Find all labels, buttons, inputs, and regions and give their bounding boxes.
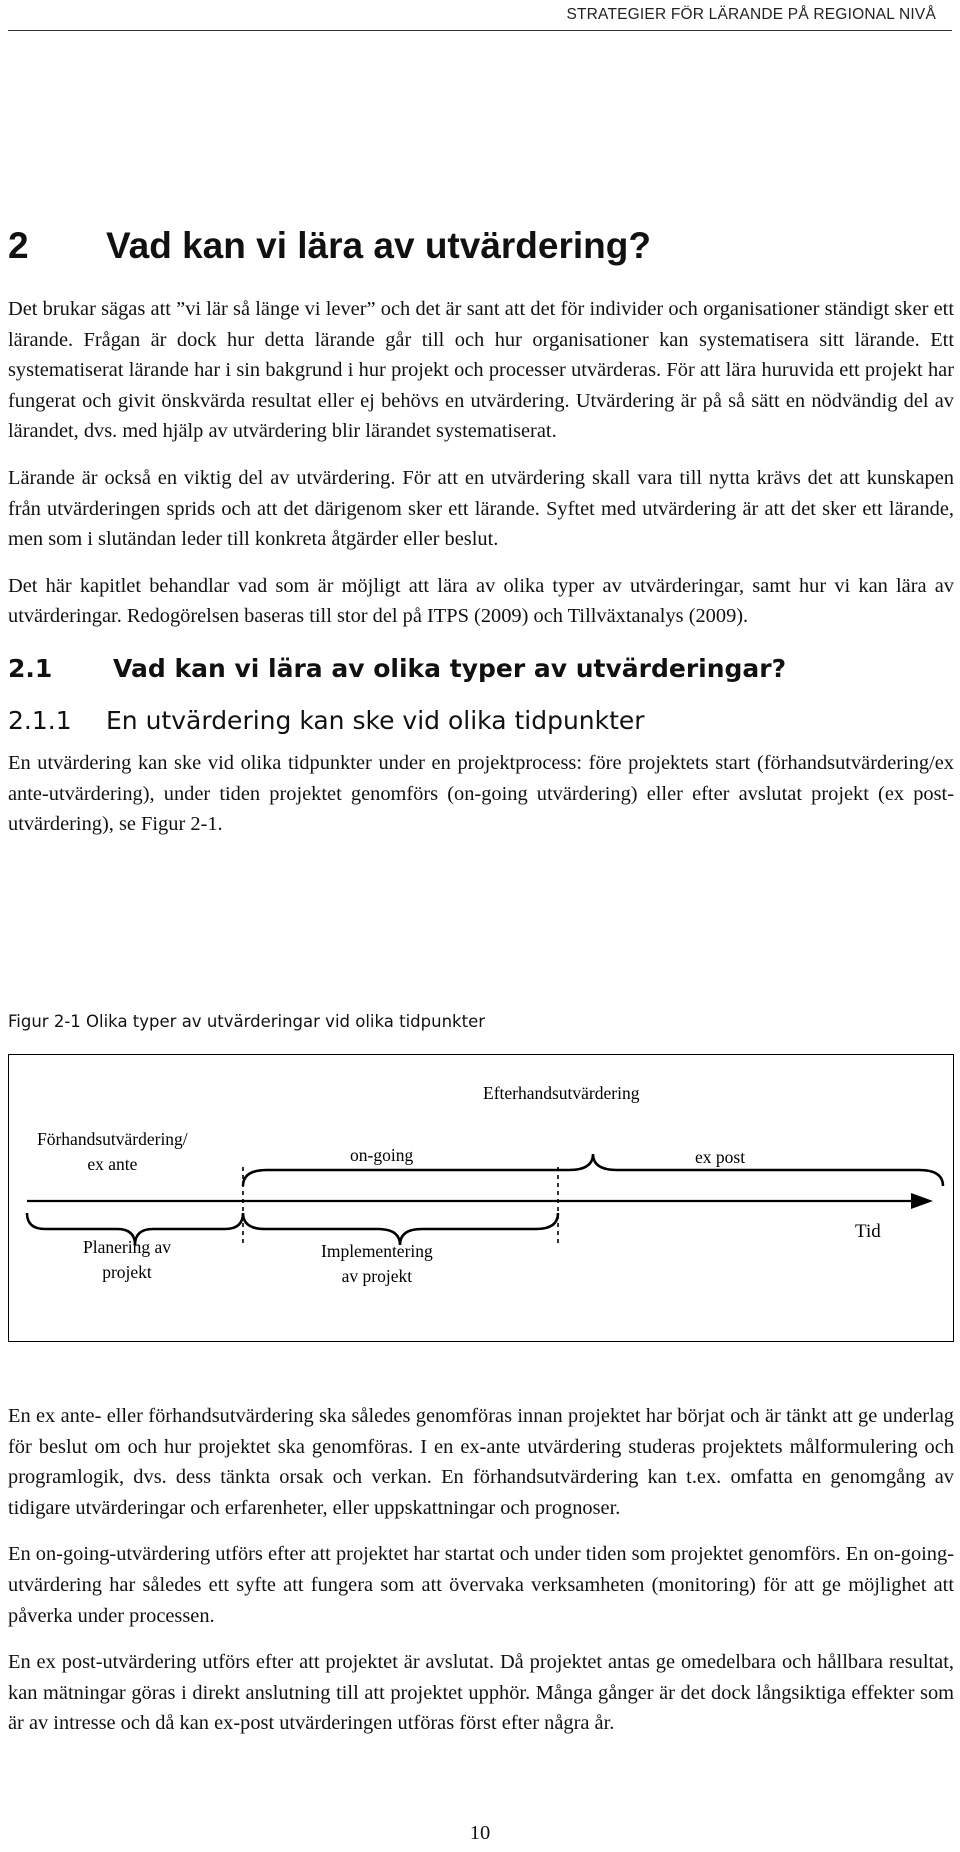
chapter-heading — [8, 224, 954, 268]
subsection-number: 2.1.1 — [8, 705, 72, 735]
timeline-figure — [8, 1054, 954, 1342]
label-implementering-line-1: Implementering — [321, 1241, 433, 1261]
time-axis-arrowhead — [911, 1193, 933, 1209]
section-number: 2.1 — [8, 653, 53, 683]
label-ex-post: ex post — [695, 1147, 746, 1167]
chapter-title: Vad kan vi lära av utvärdering? — [106, 225, 651, 266]
body-text — [8, 1401, 954, 1755]
label-planering-line-2: projekt — [102, 1262, 152, 1282]
label-forhand-line-1: Förhandsutvärdering/ — [37, 1129, 188, 1149]
label-planering-line-1: Planering av — [83, 1237, 171, 1257]
label-tid: Tid — [855, 1221, 881, 1242]
body-paragraph-ex-post: En ex post-utvärdering utförs efter att projektet är avslutat. Då projektet antas ge omedelbara och hållbara resultat, kan mätningar göras i direkt anslutning till att projektet upphör. Många gånger är det dock långsiktiga effekter som är av intresse och då kan ex-post utvärderingen utföras först efter några år. — [8, 1651, 954, 1735]
header-rule — [8, 30, 952, 31]
label-forhandsutvardering — [37, 1127, 188, 1177]
label-on-going: on-going — [350, 1145, 414, 1165]
section-heading — [8, 654, 954, 684]
running-header: STRATEGIER FÖR LÄRANDE PÅ REGIONAL NIVÅ — [566, 6, 936, 23]
page-number: 10 — [469, 1822, 491, 1844]
subsection-heading — [8, 706, 954, 736]
efterhand-brace — [243, 1154, 943, 1186]
label-efterhandsutvardering: Efterhandsutvärdering — [483, 1083, 640, 1103]
label-implementering-line-2: av projekt — [341, 1266, 413, 1286]
section-title: Vad kan vi lära av olika typer av utvärderingar? — [113, 653, 787, 683]
label-implementering — [321, 1239, 433, 1289]
intro-paragraph-3: Det här kapitlet behandlar vad som är möjligt att lära av olika typer av utvärderingar, samt hur vi kan lära av utvärderingar. Redogörelsen baseras till stor del på ITPS (2009) och Tillväxtanalys (2009). — [8, 574, 954, 628]
subsection-title: En utvärdering kan ske vid olika tidpunkter — [106, 705, 645, 735]
timeline-drawing — [9, 1055, 953, 1341]
chapter-number: 2 — [8, 225, 29, 266]
label-planering — [83, 1235, 171, 1285]
intro-paragraph-1: Det brukar sägas att ”vi lär så länge vi lever” och det är sant att det för individer och organisationer ständigt sker ett lärande. Frågan är dock hur detta lärande går till och hur organisationer kan systematisera sitt lärande. Ett systematiserat lärande har i sin bakgrund i hur projekt och processer utvärderas. För att lära huruvida ett projekt har fungerat och givit önskvärda resultat eller ej behövs en utvärdering. Utvärdering är på så sätt en nödvändig del av lärandet, dvs. med hjälp av utvärdering blir lärandet systematiserat. — [8, 298, 954, 443]
subsection-paragraph: En utvärdering kan ske vid olika tidpunkter under en projektprocess: före projektets start (förhandsutvärdering/ex ante-utvärdering), under tiden projektet genomförs (on-going utvärdering) eller efter avslutat projekt (ex post-utvärdering), se Figur 2-1. — [8, 751, 954, 836]
body-paragraph-on-going: En on-going-utvärdering utförs efter att projektet har startat och under tiden som projektet genomförs. En on-going-utvärdering har således ett syfte att fungera som att övervaka verksamheten (monitoring) för att ge möjlighet att påverka under processen. — [8, 1543, 954, 1627]
label-forhand-line-2: ex ante — [87, 1154, 138, 1174]
figure-caption: Figur 2-1 Olika typer av utvärderingar vid olika tidpunkter — [8, 1012, 486, 1031]
main-content — [8, 224, 954, 856]
body-paragraph-ex-ante: En ex ante- eller förhandsutvärdering ska således genomföras innan projektet har börjat och är tänkt att ge underlag för beslut om och hur projektet ska genomföras. I en ex-ante utvärdering studeras projektets målformulering och programlogik, dvs. dess tänkta orsak och verkan. En förhandsutvärdering kan t.ex. omfatta en genomgång av tidigare utvärderingar och erfarenheter, eller uppskattningar och prognoser. — [8, 1405, 954, 1519]
intro-paragraph-2: Lärande är också en viktig del av utvärdering. För att en utvärdering skall vara till nytta krävs det att kunskapen från utvärderingen sprids och att det därigenom sker ett lärande. Syftet med utvärdering är att det sker ett lärande, men som i slutändan leder till konkreta åtgärder eller beslut. — [8, 466, 954, 551]
